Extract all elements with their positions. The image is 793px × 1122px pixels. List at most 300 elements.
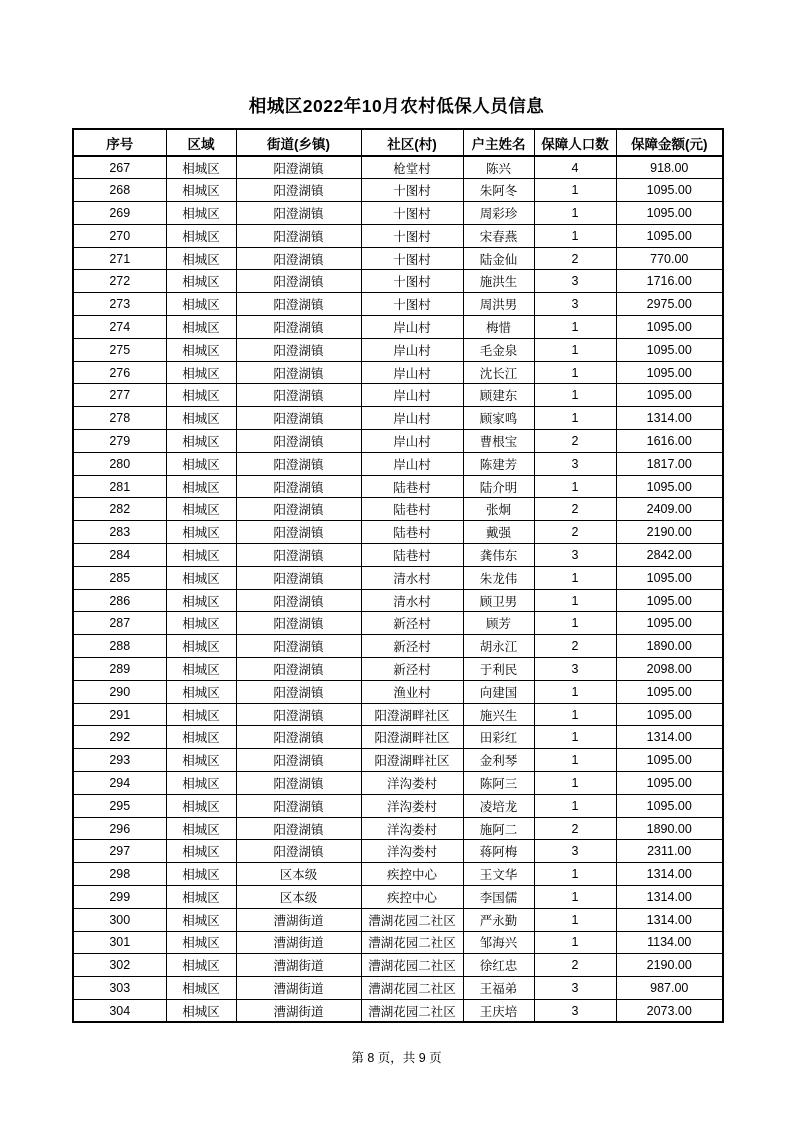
column-header: 区域: [166, 129, 236, 156]
table-row: [73, 430, 723, 453]
table-cell: 清水村: [361, 589, 463, 612]
table-row: [73, 954, 723, 977]
table-cell: 3: [534, 999, 616, 1022]
table-cell: 相城区: [166, 794, 236, 817]
table-cell: 相城区: [166, 430, 236, 453]
table-cell: 沈长江: [463, 361, 534, 384]
table-cell: 268: [73, 179, 166, 202]
table-cell: 1095.00: [616, 338, 723, 361]
table-cell: 285: [73, 566, 166, 589]
table-cell: 阳澄湖镇: [236, 817, 361, 840]
table-cell: 287: [73, 612, 166, 635]
table-cell: 290: [73, 680, 166, 703]
table-cell: 1: [534, 316, 616, 339]
table-cell: 298: [73, 863, 166, 886]
table-cell: 270: [73, 224, 166, 247]
table-cell: 相城区: [166, 521, 236, 544]
table-cell: 阳澄湖镇: [236, 680, 361, 703]
table-cell: 1: [534, 338, 616, 361]
table-cell: 王庆培: [463, 999, 534, 1022]
table-cell: 299: [73, 886, 166, 909]
table-cell: 1: [534, 772, 616, 795]
table-row: [73, 612, 723, 635]
table-row: [73, 224, 723, 247]
table-cell: 301: [73, 931, 166, 954]
table-cell: 阳澄湖镇: [236, 749, 361, 772]
table-cell: 阳澄湖镇: [236, 316, 361, 339]
table-cell: 区本级: [236, 863, 361, 886]
table-cell: 王福弟: [463, 977, 534, 1000]
table-cell: 1095.00: [616, 772, 723, 795]
table-cell: 十图村: [361, 179, 463, 202]
table-cell: 1: [534, 407, 616, 430]
table-row: [73, 886, 723, 909]
table-cell: 2: [534, 817, 616, 840]
table-cell: 蒋阿梅: [463, 840, 534, 863]
table-cell: 2190.00: [616, 954, 723, 977]
table-cell: 田彩红: [463, 726, 534, 749]
table-cell: 1: [534, 179, 616, 202]
table-cell: 毛金泉: [463, 338, 534, 361]
table-cell: 相城区: [166, 999, 236, 1022]
table-row: [73, 316, 723, 339]
table-cell: 相城区: [166, 703, 236, 726]
table-cell: 2975.00: [616, 293, 723, 316]
table-cell: 相城区: [166, 908, 236, 931]
table-cell: 3: [534, 452, 616, 475]
table-row: [73, 498, 723, 521]
table-cell: 阳澄湖镇: [236, 270, 361, 293]
table-cell: 1095.00: [616, 202, 723, 225]
table-cell: 洋沟娄村: [361, 772, 463, 795]
table-cell: 阳澄湖镇: [236, 247, 361, 270]
table-cell: 1095.00: [616, 475, 723, 498]
table-cell: 漕湖街道: [236, 908, 361, 931]
table-row: [73, 772, 723, 795]
table-cell: 3: [534, 840, 616, 863]
table-row: [73, 156, 723, 179]
table-row: [73, 566, 723, 589]
table-cell: 相城区: [166, 566, 236, 589]
table-cell: 陆巷村: [361, 521, 463, 544]
table-cell: 相城区: [166, 179, 236, 202]
table-cell: 阳澄湖镇: [236, 521, 361, 544]
table-cell: 于利民: [463, 658, 534, 681]
table-cell: 岸山村: [361, 407, 463, 430]
table-row: [73, 475, 723, 498]
table-cell: 293: [73, 749, 166, 772]
table-cell: 2073.00: [616, 999, 723, 1022]
table-cell: 枪堂村: [361, 156, 463, 179]
table-row: [73, 361, 723, 384]
table-cell: 相城区: [166, 224, 236, 247]
table-cell: 相城区: [166, 361, 236, 384]
table-cell: 阳澄湖镇: [236, 384, 361, 407]
table-cell: 284: [73, 544, 166, 567]
table-cell: 邹海兴: [463, 931, 534, 954]
table-cell: 顾芳: [463, 612, 534, 635]
table-cell: 相城区: [166, 270, 236, 293]
table-cell: 相城区: [166, 407, 236, 430]
table-cell: 曹根宝: [463, 430, 534, 453]
table-cell: 相城区: [166, 498, 236, 521]
table-cell: 1: [534, 361, 616, 384]
table-cell: 1: [534, 863, 616, 886]
table-cell: 相城区: [166, 658, 236, 681]
table-cell: 1: [534, 589, 616, 612]
table-row: [73, 863, 723, 886]
table-cell: 297: [73, 840, 166, 863]
table-cell: 288: [73, 635, 166, 658]
table-cell: 相城区: [166, 954, 236, 977]
table-cell: 1095.00: [616, 566, 723, 589]
table-cell: 3: [534, 270, 616, 293]
table-cell: 阳澄湖镇: [236, 703, 361, 726]
table-cell: 289: [73, 658, 166, 681]
table-cell: 1: [534, 566, 616, 589]
table-cell: 阳澄湖镇: [236, 452, 361, 475]
table-cell: 295: [73, 794, 166, 817]
table-cell: 286: [73, 589, 166, 612]
table-cell: 1: [534, 202, 616, 225]
table-cell: 阳澄湖镇: [236, 430, 361, 453]
table-cell: 相城区: [166, 840, 236, 863]
table-cell: 十图村: [361, 270, 463, 293]
table-cell: 阳澄湖镇: [236, 156, 361, 179]
table-cell: 阳澄湖镇: [236, 224, 361, 247]
table-cell: 洋沟娄村: [361, 794, 463, 817]
table-cell: 相城区: [166, 293, 236, 316]
table-cell: 1: [534, 908, 616, 931]
table-row: [73, 635, 723, 658]
table-cell: 十图村: [361, 224, 463, 247]
table-cell: 1095.00: [616, 749, 723, 772]
table-cell: 相城区: [166, 452, 236, 475]
table-row: [73, 452, 723, 475]
table-cell: 相城区: [166, 202, 236, 225]
table-cell: 漕湖街道: [236, 977, 361, 1000]
table-cell: 1: [534, 384, 616, 407]
page-title: 相城区2022年10月农村低保人员信息: [248, 96, 545, 116]
table-cell: 4: [534, 156, 616, 179]
column-header: 序号: [73, 129, 166, 156]
table-cell: 阳澄湖镇: [236, 202, 361, 225]
table-cell: 漕湖街道: [236, 954, 361, 977]
table-cell: 漕湖花园二社区: [361, 977, 463, 1000]
table-cell: 300: [73, 908, 166, 931]
column-header: 保障金额(元): [616, 129, 723, 156]
table-cell: 十图村: [361, 293, 463, 316]
table-cell: 272: [73, 270, 166, 293]
table-cell: 1314.00: [616, 726, 723, 749]
table-cell: 阳澄湖镇: [236, 407, 361, 430]
table-cell: 阳澄湖镇: [236, 566, 361, 589]
table-cell: 相城区: [166, 772, 236, 795]
table-row: [73, 680, 723, 703]
table-cell: 3: [534, 658, 616, 681]
table-cell: 戴强: [463, 521, 534, 544]
table-cell: 新泾村: [361, 658, 463, 681]
table-cell: 294: [73, 772, 166, 795]
table-cell: 1095.00: [616, 703, 723, 726]
table-row: [73, 749, 723, 772]
table-row: [73, 247, 723, 270]
table-row: [73, 384, 723, 407]
table-cell: 1095.00: [616, 361, 723, 384]
table-cell: 相城区: [166, 316, 236, 339]
table-cell: 1: [534, 224, 616, 247]
table-cell: 相城区: [166, 635, 236, 658]
table-cell: 阳澄湖镇: [236, 635, 361, 658]
table-cell: 漕湖街道: [236, 999, 361, 1022]
table-cell: 相城区: [166, 247, 236, 270]
column-header: 户主姓名: [463, 129, 534, 156]
table-cell: 岸山村: [361, 452, 463, 475]
table-cell: 新泾村: [361, 635, 463, 658]
table-cell: 296: [73, 817, 166, 840]
table-cell: 2: [534, 635, 616, 658]
table-cell: 267: [73, 156, 166, 179]
column-header: 街道(乡镇): [236, 129, 361, 156]
table-cell: 1716.00: [616, 270, 723, 293]
table-cell: 987.00: [616, 977, 723, 1000]
table-row: [73, 589, 723, 612]
table-cell: 271: [73, 247, 166, 270]
table-cell: 1095.00: [616, 384, 723, 407]
table-row: [73, 544, 723, 567]
table-cell: 阳澄湖镇: [236, 589, 361, 612]
table-cell: 2409.00: [616, 498, 723, 521]
table-cell: 徐红忠: [463, 954, 534, 977]
table-cell: 陈建芳: [463, 452, 534, 475]
table-cell: 相城区: [166, 863, 236, 886]
table-cell: 岸山村: [361, 361, 463, 384]
table-cell: 顾卫男: [463, 589, 534, 612]
table-cell: 阳澄湖镇: [236, 612, 361, 635]
table-cell: 1314.00: [616, 407, 723, 430]
table-cell: 顾家鸣: [463, 407, 534, 430]
table-cell: 1: [534, 794, 616, 817]
table-cell: 岸山村: [361, 430, 463, 453]
table-cell: 281: [73, 475, 166, 498]
table-cell: 相城区: [166, 612, 236, 635]
table-cell: 渔业村: [361, 680, 463, 703]
table-cell: 相城区: [166, 817, 236, 840]
table-cell: 阳澄湖镇: [236, 498, 361, 521]
table-cell: 凌培龙: [463, 794, 534, 817]
table-row: [73, 726, 723, 749]
table-cell: 1: [534, 475, 616, 498]
table-cell: 1134.00: [616, 931, 723, 954]
page-number: 第 8 页，共 9 页: [351, 1051, 442, 1065]
table-cell: 漕湖花园二社区: [361, 931, 463, 954]
table-row: [73, 179, 723, 202]
table-cell: 2311.00: [616, 840, 723, 863]
table-cell: 阳澄湖畔社区: [361, 703, 463, 726]
table-cell: 相城区: [166, 544, 236, 567]
table-row: [73, 338, 723, 361]
table-cell: 1: [534, 749, 616, 772]
table-row: [73, 817, 723, 840]
table-cell: 十图村: [361, 247, 463, 270]
table-cell: 相城区: [166, 475, 236, 498]
table-row: [73, 999, 723, 1022]
table-cell: 清水村: [361, 566, 463, 589]
table-cell: 2842.00: [616, 544, 723, 567]
table-cell: 阳澄湖镇: [236, 338, 361, 361]
table-cell: 3: [534, 977, 616, 1000]
table-cell: 洋沟娄村: [361, 817, 463, 840]
table-cell: 阳澄湖畔社区: [361, 726, 463, 749]
table-cell: 相城区: [166, 384, 236, 407]
table-cell: 朱龙伟: [463, 566, 534, 589]
table-cell: 陆介明: [463, 475, 534, 498]
table-row: [73, 977, 723, 1000]
table-cell: 2: [534, 954, 616, 977]
table-cell: 漕湖花园二社区: [361, 999, 463, 1022]
table-cell: 1095.00: [616, 680, 723, 703]
table-cell: 相城区: [166, 726, 236, 749]
table-cell: 1817.00: [616, 452, 723, 475]
table-cell: 陈兴: [463, 156, 534, 179]
table-cell: 李国儒: [463, 886, 534, 909]
table-cell: 275: [73, 338, 166, 361]
table-cell: 相城区: [166, 589, 236, 612]
column-header: 保障人口数: [534, 129, 616, 156]
table-cell: 1: [534, 886, 616, 909]
table-cell: 2098.00: [616, 658, 723, 681]
table-cell: 770.00: [616, 247, 723, 270]
table-cell: 阳澄湖镇: [236, 726, 361, 749]
table-cell: 宋春燕: [463, 224, 534, 247]
table-cell: 岸山村: [361, 316, 463, 339]
table-cell: 2: [534, 430, 616, 453]
table-cell: 新泾村: [361, 612, 463, 635]
table-row: [73, 931, 723, 954]
table-cell: 严永勤: [463, 908, 534, 931]
table-cell: 1: [534, 931, 616, 954]
table-cell: 金利琴: [463, 749, 534, 772]
table-cell: 2190.00: [616, 521, 723, 544]
column-header: 社区(村): [361, 129, 463, 156]
table-row: [73, 703, 723, 726]
table-cell: 2: [534, 247, 616, 270]
table-cell: 顾建东: [463, 384, 534, 407]
lowbao-table: [72, 128, 724, 1023]
table-cell: 918.00: [616, 156, 723, 179]
table-row: [73, 908, 723, 931]
table-row: [73, 270, 723, 293]
table-cell: 303: [73, 977, 166, 1000]
table-cell: 1314.00: [616, 908, 723, 931]
table-cell: 陆巷村: [361, 475, 463, 498]
table-cell: 朱阿冬: [463, 179, 534, 202]
table-cell: 相城区: [166, 680, 236, 703]
table-row: [73, 794, 723, 817]
table-cell: 1: [534, 680, 616, 703]
table-cell: 302: [73, 954, 166, 977]
table-cell: 陆金仙: [463, 247, 534, 270]
table-cell: 阳澄湖镇: [236, 361, 361, 384]
table-cell: 1890.00: [616, 635, 723, 658]
table-cell: 1890.00: [616, 817, 723, 840]
table-cell: 施阿二: [463, 817, 534, 840]
table-row: [73, 521, 723, 544]
table-cell: 280: [73, 452, 166, 475]
table-cell: 304: [73, 999, 166, 1022]
table-cell: 1314.00: [616, 863, 723, 886]
table-cell: 283: [73, 521, 166, 544]
table-cell: 龚伟东: [463, 544, 534, 567]
table-cell: 1: [534, 612, 616, 635]
table-cell: 1616.00: [616, 430, 723, 453]
table-cell: 2: [534, 498, 616, 521]
table-cell: 1095.00: [616, 612, 723, 635]
table-cell: 相城区: [166, 886, 236, 909]
table-cell: 陆巷村: [361, 498, 463, 521]
table-cell: 张炯: [463, 498, 534, 521]
table-cell: 周彩珍: [463, 202, 534, 225]
table-cell: 疾控中心: [361, 886, 463, 909]
table-cell: 282: [73, 498, 166, 521]
table-cell: 277: [73, 384, 166, 407]
table-cell: 胡永江: [463, 635, 534, 658]
table-row: [73, 658, 723, 681]
table-cell: 漕湖花园二社区: [361, 954, 463, 977]
table-cell: 梅惜: [463, 316, 534, 339]
table-cell: 1095.00: [616, 589, 723, 612]
table-cell: 1095.00: [616, 794, 723, 817]
table-cell: 施兴生: [463, 703, 534, 726]
table-header-row: [73, 129, 723, 156]
table-cell: 相城区: [166, 931, 236, 954]
table-cell: 291: [73, 703, 166, 726]
table-cell: 漕湖街道: [236, 931, 361, 954]
table-cell: 陈阿三: [463, 772, 534, 795]
table-cell: 周洪男: [463, 293, 534, 316]
table-cell: 1095.00: [616, 316, 723, 339]
table-row: [73, 293, 723, 316]
table-row: [73, 407, 723, 430]
table-cell: 向建国: [463, 680, 534, 703]
table-cell: 疾控中心: [361, 863, 463, 886]
table-cell: 施洪生: [463, 270, 534, 293]
table-cell: 269: [73, 202, 166, 225]
table-cell: 1: [534, 726, 616, 749]
table-cell: 276: [73, 361, 166, 384]
table-cell: 岸山村: [361, 384, 463, 407]
table-cell: 278: [73, 407, 166, 430]
table-cell: 相城区: [166, 749, 236, 772]
table-cell: 292: [73, 726, 166, 749]
table-cell: 区本级: [236, 886, 361, 909]
table-cell: 阳澄湖镇: [236, 772, 361, 795]
table-cell: 1314.00: [616, 886, 723, 909]
table-cell: 相城区: [166, 977, 236, 1000]
table-cell: 279: [73, 430, 166, 453]
table-cell: 相城区: [166, 338, 236, 361]
table-cell: 阳澄湖镇: [236, 544, 361, 567]
table-cell: 漕湖花园二社区: [361, 908, 463, 931]
table-cell: 阳澄湖镇: [236, 293, 361, 316]
table-cell: 阳澄湖镇: [236, 840, 361, 863]
table-cell: 3: [534, 293, 616, 316]
table-cell: 洋沟娄村: [361, 840, 463, 863]
table-cell: 王文华: [463, 863, 534, 886]
table-row: [73, 202, 723, 225]
table-cell: 十图村: [361, 202, 463, 225]
table-header: [73, 129, 723, 156]
